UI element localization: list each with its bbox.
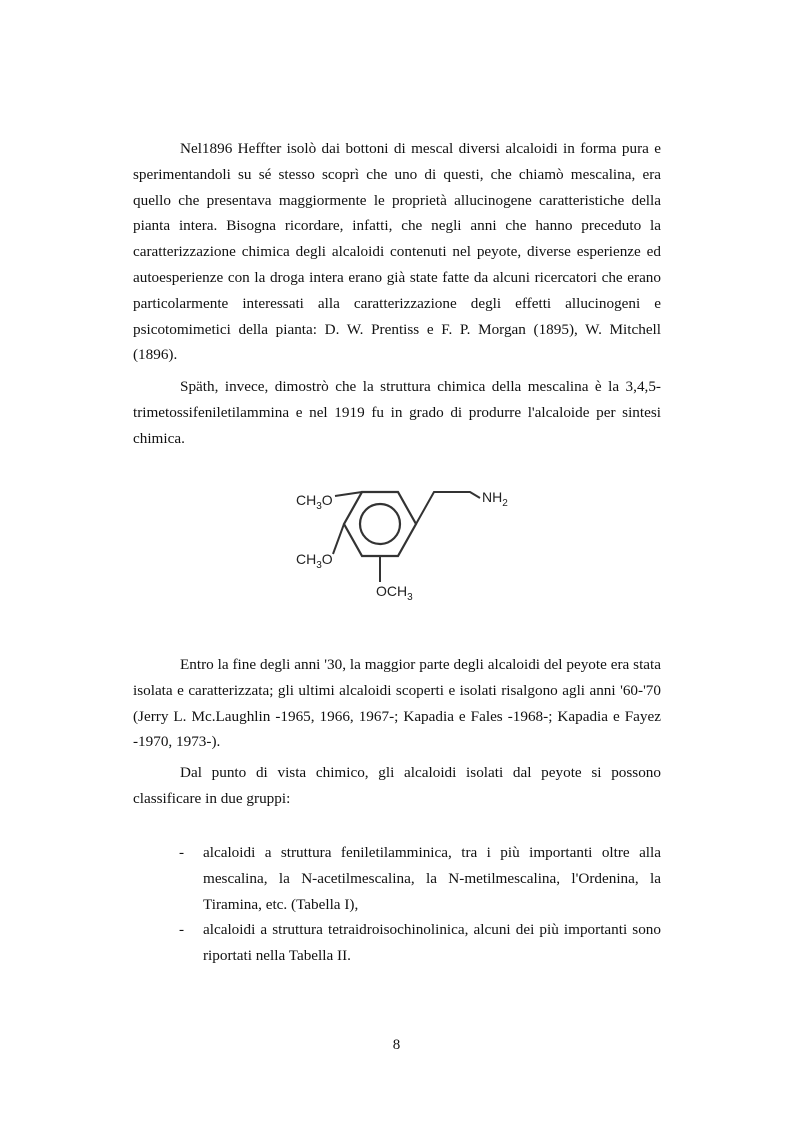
amine-label: $NH_2$ bbox=[482, 489, 508, 509]
list-item bbox=[133, 917, 661, 969]
bond-mid-methoxy bbox=[333, 524, 344, 554]
paragraph-spath: Späth, invece, dimostrò che la struttura chimica della mescalina è la 3,4,5-trimetossifeniletilammina e nel 1919 fu in grado di produrre l'alcaloide per sintesi chimica. bbox=[133, 378, 661, 447]
paragraph-heffter: Nel1896 Heffter isolò dai bottoni di mescal diversi alcaloidi in forma pura e sperimentandoli su sé stesso scoprì che uno di questi, che chiamò mescalina, era quello che presentava maggiormente le proprietà allucinogene caratteristiche della pianta intera. Bisogna ricordare, infatti, che negli anni che hanno preceduto la caratterizzazione chimica degli alcaloidi contenuti nel peyote, diverse esperienze ed autoesperienze con la droga intera erano già state fatte da alcuni ricercatori che erano particolarmente interessati alla caratterizzazione degli effetti allucinogeni e psicotomimetici della pianta: D. W. Prentiss e F. P. Morgan (1895), W. Mitchell (1896). bbox=[133, 140, 661, 364]
page-number: 8 bbox=[392, 1037, 401, 1053]
list-item-text: alcaloidi a struttura feniletilamminica, tra i più importanti oltre alla mescalina, la N-acetilmescalina, la N-metilmescalina, l'Ordenina, la Tiramina, etc. (Tabella I), bbox=[203, 844, 661, 913]
mescaline-structure-diagram bbox=[290, 478, 530, 604]
methoxy-label-bottom: $OCH_3$ bbox=[376, 583, 413, 603]
list-item bbox=[133, 840, 661, 917]
benzene-ring bbox=[344, 492, 416, 556]
list-bullet: - bbox=[179, 844, 185, 861]
list-item-text: alcaloidi a struttura tetraidroisochinolinica, alcuni dei più importanti sono riportati nella Tabella II. bbox=[203, 921, 661, 965]
methoxy-label-middle: $CH_3O$ bbox=[296, 551, 333, 571]
alkaloid-groups-list bbox=[133, 840, 661, 969]
bond-top-methoxy bbox=[335, 492, 362, 496]
list-bullet: - bbox=[179, 921, 185, 939]
methoxy-label-top: $CH_3O$ bbox=[296, 492, 333, 512]
paragraph-isolation-history: Entro la fine degli anni '30, la maggior parte degli alcaloidi del peyote era stata isolata e caratterizzata; gli ultimi alcaloidi scoperti e isolati risalgono agli anni '60-'70 (Jerry L. Mc.Laughlin -1965, 1966, 1967-; Kapadia e Fales -1968-; Kapadia e Fayez -1970, 1973-). bbox=[133, 656, 661, 751]
aromatic-circle bbox=[360, 504, 400, 544]
mescaline-structure-figure bbox=[290, 478, 530, 604]
ethyl-chain bbox=[416, 492, 480, 524]
paragraph-classification: Dal punto di vista chimico, gli alcaloidi isolati dal peyote si possono classificare in due gruppi: bbox=[133, 764, 661, 807]
